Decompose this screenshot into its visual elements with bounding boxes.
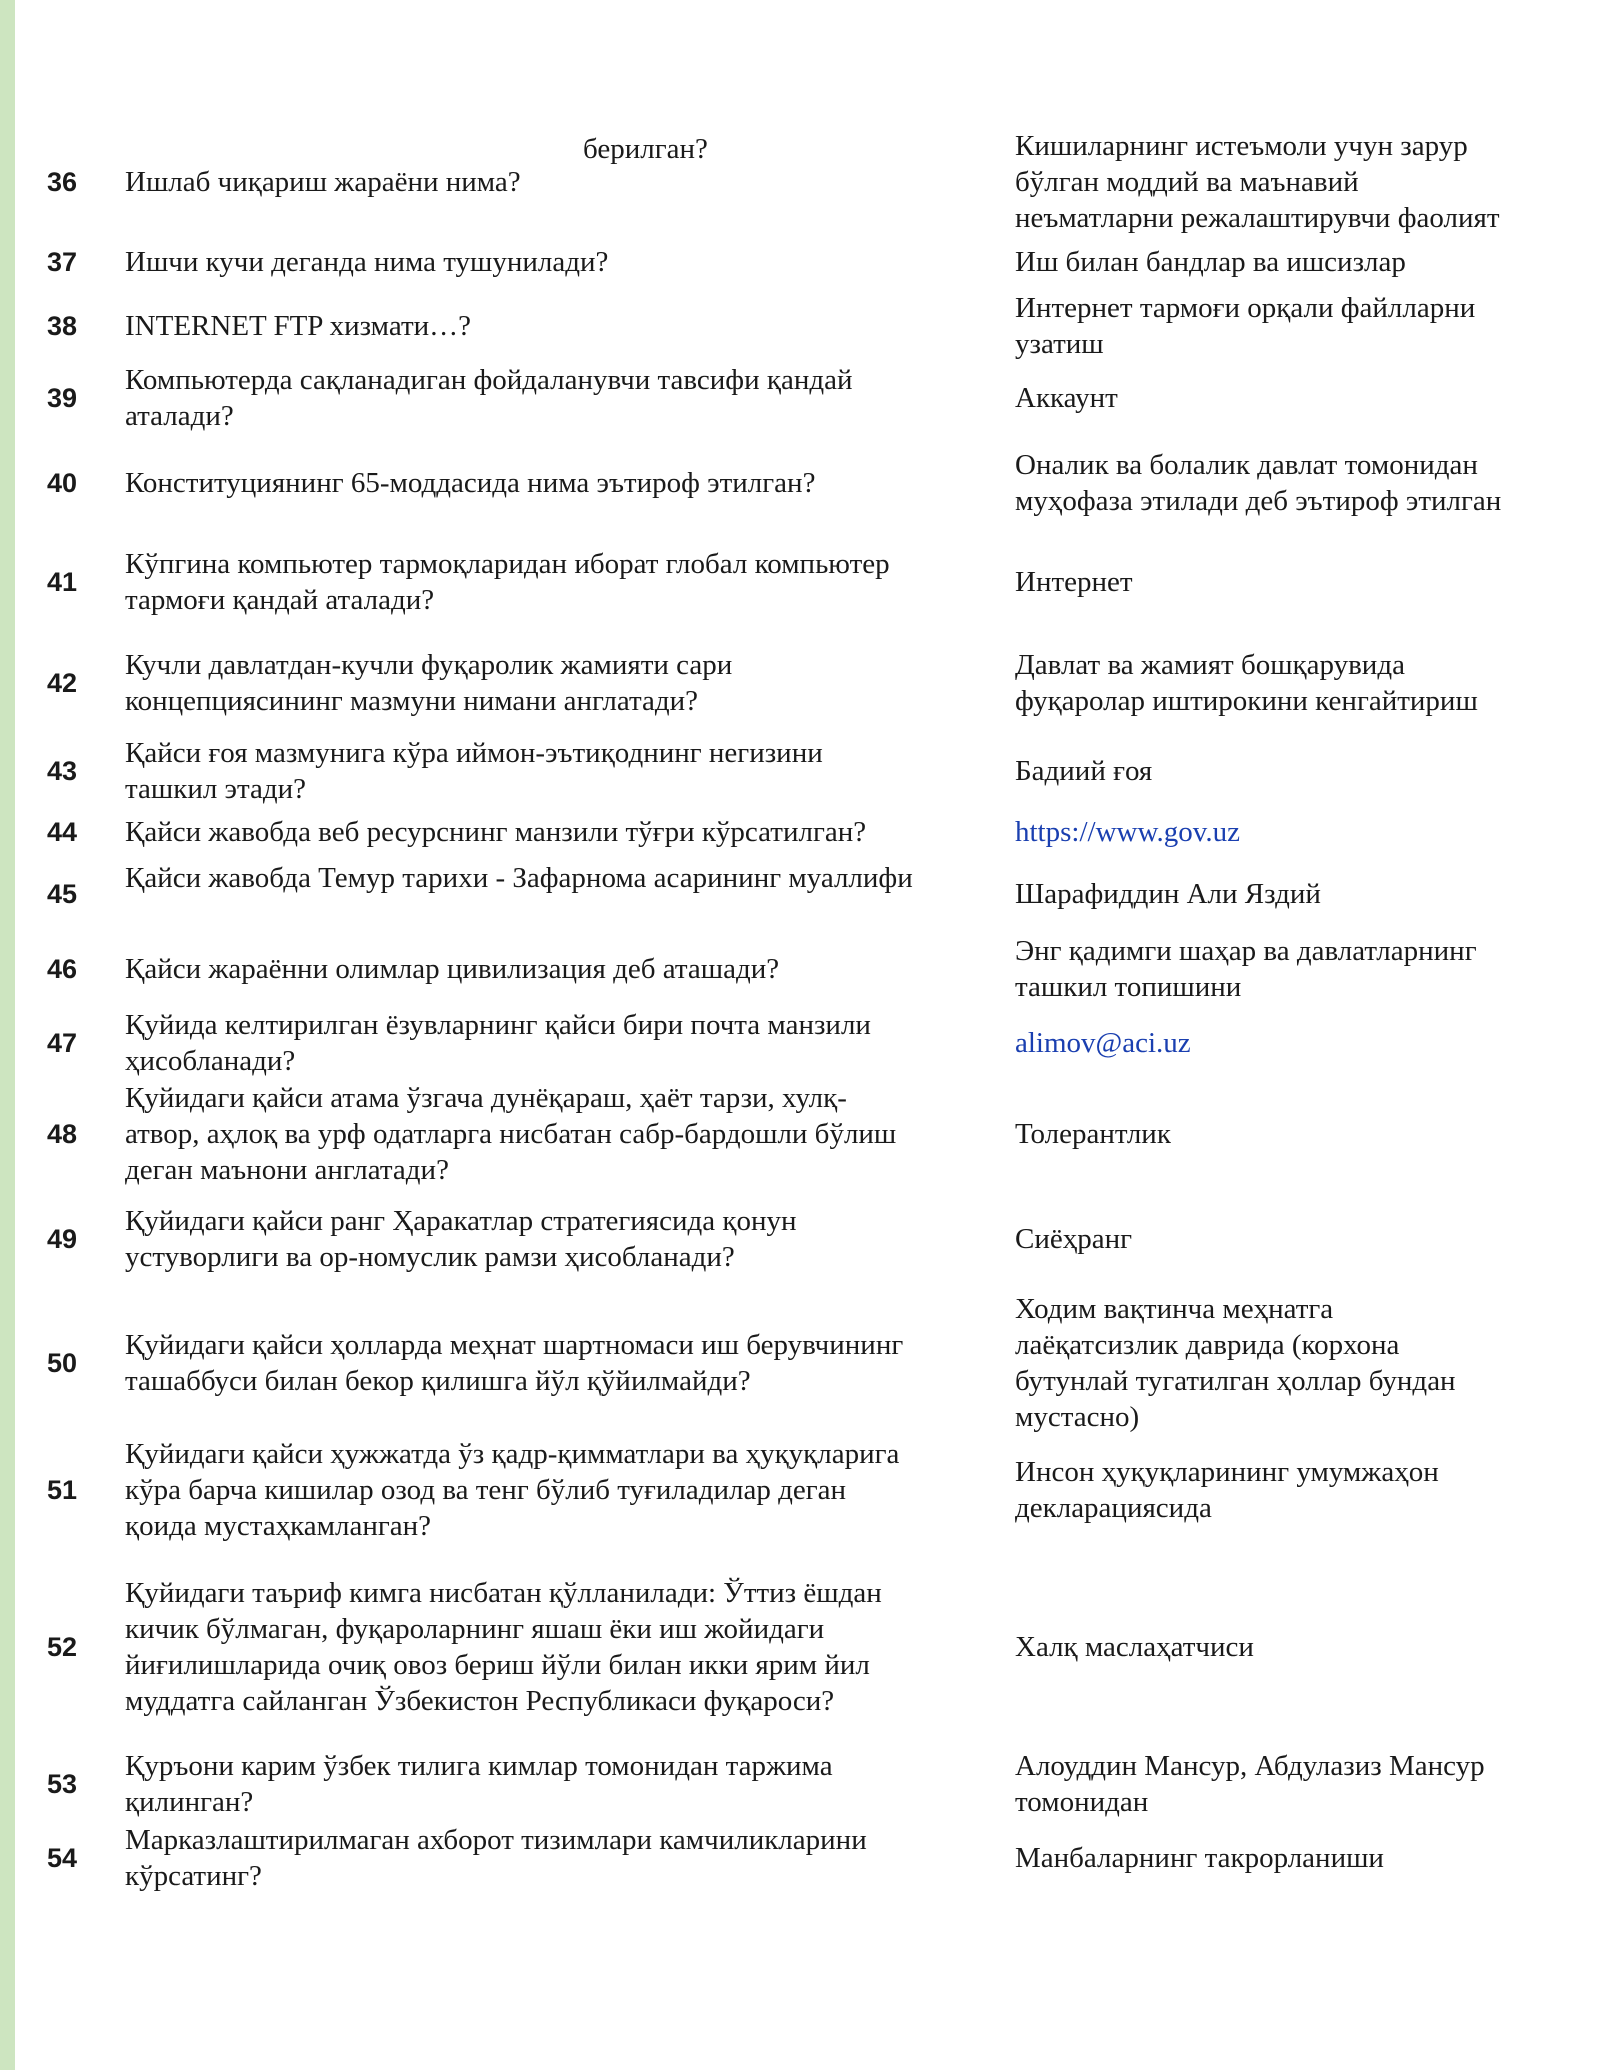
question-cell bbox=[125, 362, 995, 434]
row-number: 51 bbox=[47, 1475, 78, 1505]
question-line: Қайси ғоя мазмунига кўра иймон-эътиқоднинг негизини bbox=[125, 737, 823, 769]
row-number: 36 bbox=[47, 167, 78, 197]
answer-line: бутунлай тугатилган ҳоллар бундан bbox=[1015, 1365, 1456, 1397]
question-line: ташаббуси билан бекор қилишга йўл қўйилмайди? bbox=[125, 1365, 751, 1397]
question-cell bbox=[125, 951, 995, 987]
question-cell bbox=[125, 1575, 995, 1719]
row-number: 44 bbox=[47, 817, 78, 847]
question-line: Қайси жараённи олимлар цивилизация деб аташади? bbox=[125, 953, 780, 985]
answer-line: Ходим вақтинча меҳнатга bbox=[1015, 1293, 1334, 1325]
question-line: ташкил этади? bbox=[125, 773, 307, 805]
row-number: 43 bbox=[47, 756, 78, 786]
question-line: ҳисобланади? bbox=[125, 1045, 296, 1077]
question-line: қоида мустаҳкамланган? bbox=[125, 1510, 432, 1542]
question-line: Қуйидаги қайси ҳолларда меҳнат шартномаси иш берувчининг bbox=[125, 1329, 904, 1361]
question-line: Қайси жавобда веб ресурснинг манзили тўғри кўрсатилган? bbox=[125, 816, 867, 848]
row-number: 41 bbox=[47, 567, 78, 597]
answer-cell bbox=[1015, 933, 1595, 1005]
answer-line: ташкил топишини bbox=[1015, 971, 1242, 1003]
row-number: 45 bbox=[47, 879, 78, 909]
answer-line: бўлган моддий ва маънавий bbox=[1015, 166, 1359, 198]
question-line: Компьютерда сақланадиган фойдаланувчи тавсифи қандай bbox=[125, 364, 853, 396]
answer-line: Иш билан бандлар ва ишсизлар bbox=[1015, 246, 1406, 278]
answer-cell bbox=[1015, 290, 1595, 362]
question-cell bbox=[125, 1007, 995, 1079]
answer-line: Алоуддин Мансур, Абдулазиз Мансур bbox=[1015, 1750, 1485, 1782]
answer-cell bbox=[1015, 753, 1595, 789]
question-line: тармоғи қандай аталади? bbox=[125, 584, 435, 616]
question-cell bbox=[125, 244, 995, 280]
answer-cell bbox=[1015, 1221, 1595, 1257]
answer-line: Аккаунт bbox=[1015, 382, 1118, 414]
row-number: 39 bbox=[47, 383, 78, 413]
row-number: 52 bbox=[47, 1632, 78, 1662]
question-line: Кўпгина компьютер тармоқларидан иборат глобал компьютер bbox=[125, 548, 890, 580]
row-number: 48 bbox=[47, 1119, 78, 1149]
answer-line: декларациясида bbox=[1015, 1492, 1212, 1524]
answer-line: узатиш bbox=[1015, 328, 1104, 360]
question-line: концепциясининг мазмуни нимани англатади? bbox=[125, 685, 699, 717]
question-line: Қуръони карим ўзбек тилига кимлар томонидан таржима bbox=[125, 1750, 833, 1782]
question-line: Қуйидаги қайси ҳужжатда ўз қадр-қимматлари ва ҳуқуқларига bbox=[125, 1438, 900, 1470]
question-line: Ишчи кучи деганда нима тушунилади? bbox=[125, 246, 609, 278]
question-line: Қайси жавобда Темур тарихи - Зафарнома асарининг муаллифи bbox=[125, 862, 913, 894]
answer-cell bbox=[1015, 244, 1595, 280]
left-margin-bar bbox=[0, 0, 15, 2070]
answer-line: Халқ маслаҳатчиси bbox=[1015, 1631, 1254, 1663]
answer-cell bbox=[1015, 447, 1595, 519]
question-cell bbox=[125, 1436, 995, 1544]
question-line: INTERNET FTP хизмати…? bbox=[125, 310, 472, 342]
answer-line: Энг қадимги шаҳар ва давлатларнинг bbox=[1015, 935, 1477, 967]
question-line: Қуйида келтирилган ёзувларнинг қайси бири почта манзили bbox=[125, 1009, 871, 1041]
row-number: 40 bbox=[47, 468, 78, 498]
answer-cell bbox=[1015, 1291, 1595, 1435]
answer-cell bbox=[1015, 380, 1595, 416]
question-cell bbox=[125, 465, 995, 501]
question-line: муддатга сайланган Ўзбекистон Республикаси фуқароси? bbox=[125, 1685, 835, 1717]
answer-cell bbox=[1015, 876, 1595, 912]
answer-line: фуқаролар иштирокини кенгайтириш bbox=[1015, 685, 1478, 717]
answer-line: Интернет тармоғи орқали файлларни bbox=[1015, 292, 1476, 324]
question-line: Марказлаштирилмаган ахборот тизимлари камчиликларини bbox=[125, 1824, 867, 1856]
answer-cell bbox=[1015, 564, 1595, 600]
question-cell bbox=[125, 308, 995, 344]
answer-link[interactable]: alimov@aci.uz bbox=[1015, 1027, 1191, 1059]
question-cell bbox=[125, 1748, 995, 1820]
row-number: 53 bbox=[47, 1769, 78, 1799]
question-cell bbox=[125, 1822, 995, 1894]
question-line: Кучли давлатдан-кучли фуқаролик жамияти сари bbox=[125, 649, 733, 681]
answer-line: Инсон ҳуқуқларининг умумжаҳон bbox=[1015, 1456, 1439, 1488]
answer-line: лаёқатсизлик даврида (корхона bbox=[1015, 1329, 1400, 1361]
answer-cell bbox=[1015, 1629, 1595, 1665]
answer-line: муҳофаза этилади деб эътироф этилган bbox=[1015, 485, 1502, 517]
answer-cell bbox=[1015, 1840, 1595, 1876]
question-line: устуворлиги ва ор-номуслик рамзи ҳисобланади? bbox=[125, 1241, 735, 1273]
question-line: Қуйидаги таъриф кимга нисбатан қўлланилади: Ўттиз ёшдан bbox=[125, 1577, 882, 1609]
answer-cell bbox=[1015, 1116, 1595, 1152]
answer-line: Сиёҳранг bbox=[1015, 1223, 1133, 1255]
question-line: Қуйидаги қайси ранг Ҳаракатлар стратегиясида қонун bbox=[125, 1205, 797, 1237]
answer-line: Манбаларнинг такрорланиши bbox=[1015, 1842, 1384, 1874]
answer-line: томонидан bbox=[1015, 1786, 1149, 1818]
question-line: йиғилишларида очиқ овоз бериш йўли билан икки ярим йил bbox=[125, 1649, 870, 1681]
question-cell bbox=[125, 1080, 995, 1188]
answer-link[interactable]: https://www.gov.uz bbox=[1015, 816, 1241, 848]
question-cell bbox=[125, 647, 995, 719]
answer-cell bbox=[1015, 1748, 1595, 1820]
answer-cell bbox=[1015, 128, 1595, 236]
answer-cell bbox=[1015, 647, 1595, 719]
row-number: 54 bbox=[47, 1843, 78, 1873]
row-number: 47 bbox=[47, 1028, 78, 1058]
row-number: 42 bbox=[47, 668, 78, 698]
answer-line: Интернет bbox=[1015, 566, 1133, 598]
answer-cell bbox=[1015, 1454, 1595, 1526]
question-cell bbox=[125, 735, 995, 807]
question-line: Конституциянинг 65-моддасида нима эътироф этилган? bbox=[125, 467, 816, 499]
row-number: 46 bbox=[47, 954, 78, 984]
answer-line: Толерантлик bbox=[1015, 1118, 1171, 1150]
question-line: кўрсатинг? bbox=[125, 1860, 262, 1892]
answer-line: Давлат ва жамият бошқарувида bbox=[1015, 649, 1405, 681]
question-line: Қуйидаги қайси атама ўзгача дунёқараш, ҳаёт тарзи, хулқ- bbox=[125, 1082, 847, 1114]
question-cell bbox=[125, 546, 995, 618]
answer-line: Бадиий ғоя bbox=[1015, 755, 1153, 787]
question-cell bbox=[125, 1203, 995, 1275]
question-line: кўра барча кишилар озод ва тенг бўлиб туғиладилар деган bbox=[125, 1474, 847, 1506]
question-line: кичик бўлмаган, фуқароларнинг яшаш ёки иш жойидаги bbox=[125, 1613, 825, 1645]
answer-line: Оналик ва болалик давлат томонидан bbox=[1015, 449, 1478, 481]
stray-text: берилган? bbox=[583, 133, 708, 165]
answer-cell[interactable] bbox=[1015, 814, 1595, 850]
answer-line: неъматларни режалаштирувчи фаолият bbox=[1015, 202, 1500, 234]
answer-line: Шарафиддин Али Яздий bbox=[1015, 878, 1321, 910]
question-line: атвор, аҳлоқ ва урф одатларга нисбатан сабр-бардошли бўлиш bbox=[125, 1118, 897, 1150]
question-line: аталади? bbox=[125, 400, 234, 432]
question-cell bbox=[125, 1327, 995, 1399]
question-cell bbox=[125, 860, 995, 896]
question-cell bbox=[125, 814, 995, 850]
row-number: 49 bbox=[47, 1224, 78, 1254]
answer-line: Кишиларнинг истеъмоли учун зарур bbox=[1015, 130, 1468, 162]
row-number: 50 bbox=[47, 1348, 78, 1378]
answer-cell[interactable] bbox=[1015, 1025, 1595, 1061]
question-line: қилинган? bbox=[125, 1786, 254, 1818]
row-number: 38 bbox=[47, 311, 78, 341]
question-cell bbox=[125, 164, 995, 200]
row-number: 37 bbox=[47, 247, 78, 277]
answer-line: мустасно) bbox=[1015, 1401, 1140, 1433]
question-line: деган маънони англатади? bbox=[125, 1154, 449, 1186]
question-line: Ишлаб чиқариш жараёни нима? bbox=[125, 166, 521, 198]
